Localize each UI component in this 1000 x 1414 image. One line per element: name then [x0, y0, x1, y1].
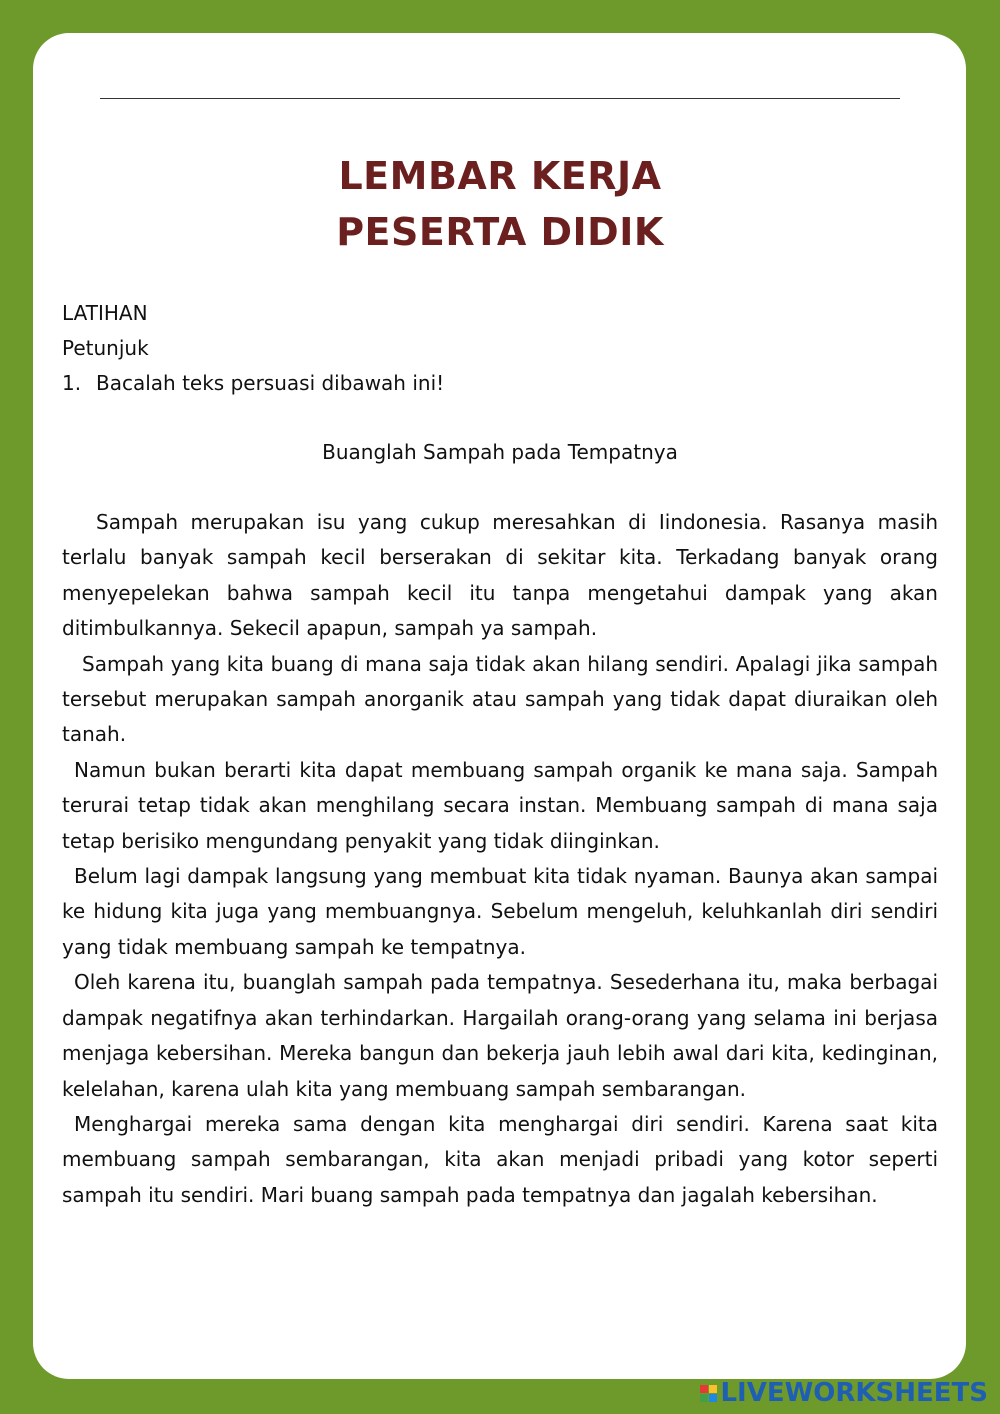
article-paragraph: Namun bukan berarti kita dapat membuang sampah organik ke mana saja. Sampah terurai tetap tidak akan menghilang secara instan. Membuang sampah di mana saja tetap berisiko mengundang penyakit yang tidak diinginkan. — [62, 757, 938, 853]
liveworksheets-logo-icon — [700, 1385, 717, 1402]
logo-square-yellow — [709, 1385, 717, 1393]
header-divider — [100, 98, 900, 99]
instructions — [62, 296, 942, 401]
title-line-2: PESERTA DIDIK — [336, 210, 664, 254]
article-paragraph: Menghargai mereka sama dengan kita menghargai diri sendiri. Karena saat kita membuang sampah sembarangan, kita akan menjadi pribadi yang kotor seperti sampah itu sendiri. Mari buang sampah pada tempatnya dan jagalah kebersihan. — [62, 1111, 938, 1207]
brand-name: LIVEWORKSHEETS — [720, 1378, 988, 1408]
article-title: Buanglah Sampah pada Tempatnya — [322, 440, 678, 464]
page-title — [0, 148, 1000, 260]
instruction-number: 1. — [62, 371, 82, 395]
instruction-text: Bacalah teks persuasi dibawah ini! — [96, 371, 445, 395]
article-paragraph: Sampah yang kita buang di mana saja tidak akan hilang sendiri. Apalagi jika sampah tersebut merupakan sampah anorganik atau sampah yang tidak dapat diuraikan oleh tanah. — [62, 651, 938, 747]
logo-square-blue — [709, 1394, 717, 1402]
section-label: LATIHAN — [62, 301, 148, 325]
liveworksheets-logo[interactable] — [700, 1378, 988, 1408]
article-paragraph: Belum lagi dampak langsung yang membuat kita tidak nyaman. Baunya akan sampai ke hidung kita juga yang membuangnya. Sebelum mengeluh, keluhkanlah diri sendiri yang tidak membuang sampah ke tempatnya. — [62, 864, 938, 959]
logo-square-red — [700, 1385, 708, 1393]
title-line-1: LEMBAR KERJA — [338, 154, 662, 198]
instructions-label: Petunjuk — [62, 336, 149, 360]
article-body — [62, 505, 938, 1213]
instruction-item — [62, 366, 942, 401]
article-paragraph: Sampah merupakan isu yang cukup meresahkan di Iindonesia. Rasanya masih terlalu banyak sampah kecil berserakan di sekitar kita. Terkadang banyak orang menyepelekan bahwa sampah kecil itu tanpa mengetahui dampak yang akan ditimbulkannya. Sekecil apapun, sampah ya sampah. — [62, 510, 938, 641]
article-paragraph: Oleh karena itu, buanglah sampah pada tempatnya. Sesederhana itu, maka berbagai dampak negatifnya akan terhindarkan. Hargailah orang-orang yang selama ini berjasa menjaga kebersihan. Mereka bangun dan bekerja jauh lebih awal dari kita, kedinginan, kelelahan, karena ulah kita yang membuang sampah sembarangan. — [62, 970, 938, 1101]
logo-square-green — [700, 1394, 708, 1402]
